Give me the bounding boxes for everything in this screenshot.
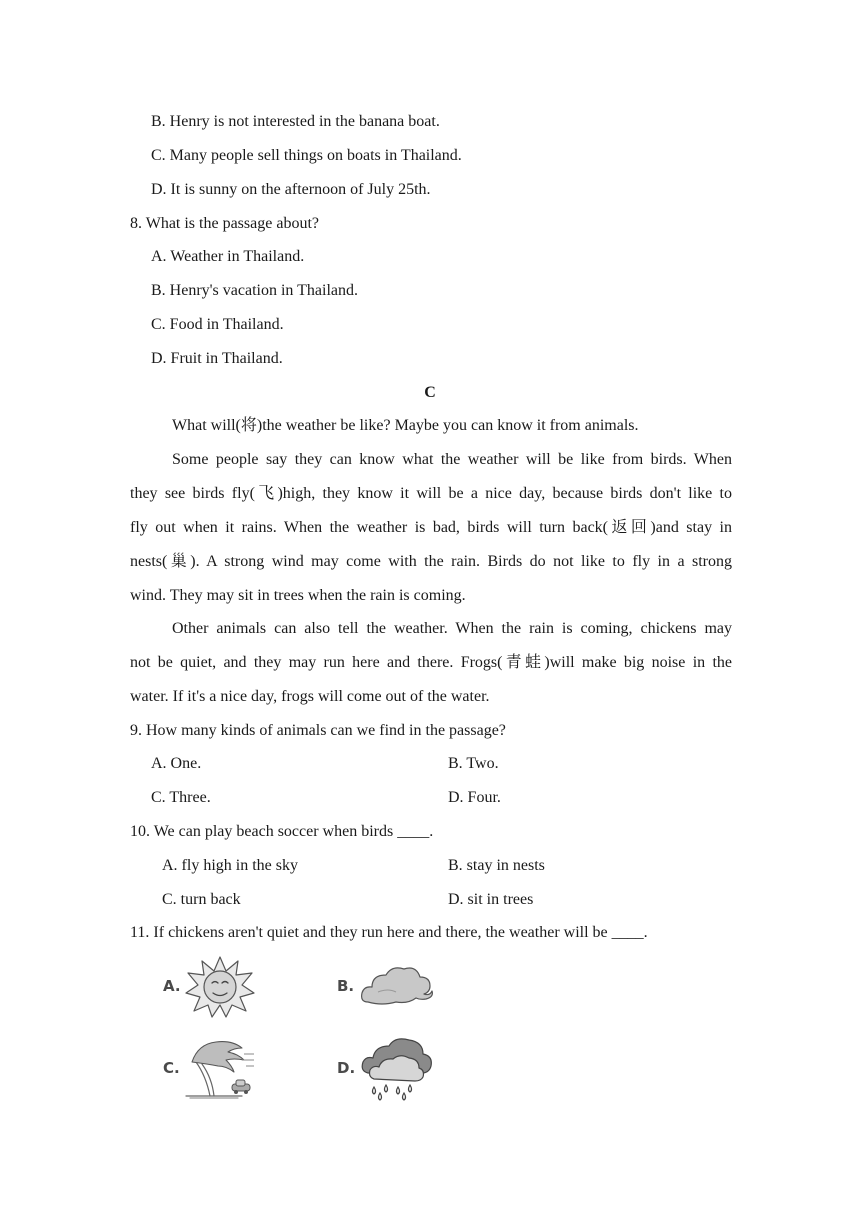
q8-option-d: D. Fruit in Thailand. (151, 350, 283, 367)
passage-p3-line-2: not be quiet, and they may run here and there. Frogs(青蛙)will make big noise in the (130, 654, 732, 671)
q11-label-a: A. (163, 977, 181, 995)
rain-cloud-icon (360, 1033, 434, 1101)
q8-option-b: B. Henry's vacation in Thailand. (151, 282, 358, 299)
q11-label-c: C. (163, 1059, 180, 1077)
q9-option-d: D. Four. (448, 789, 501, 806)
q9-option-b: B. Two. (448, 755, 499, 772)
windy-tree-icon (182, 1036, 258, 1100)
q8-question: 8. What is the passage about? (130, 215, 319, 232)
q9-option-a: A. One. (151, 755, 202, 772)
q7-option-c: C. Many people sell things on boats in Thailand. (151, 147, 462, 164)
q7-option-b: B. Henry is not interested in the banana boat. (151, 113, 440, 130)
passage-p3-line-3: water. If it's a nice day, frogs will come out of the water. (130, 688, 490, 705)
q11-question: 11. If chickens aren't quiet and they run here and there, the weather will be ____. (130, 924, 648, 941)
passage-p2-line-4: nests(巢). A strong wind may come with the rain. Birds do not like to fly in a strong (130, 553, 732, 570)
section-heading: C (424, 384, 436, 401)
q8-option-c: C. Food in Thailand. (151, 316, 284, 333)
passage-paragraph-1: What will(将)the weather be like? Maybe you can know it from animals. (172, 417, 639, 434)
passage-p2-line-2: they see birds fly(飞)high, they know it will be a nice day, because birds don't like to (130, 485, 733, 502)
q8-option-a: A. Weather in Thailand. (151, 248, 305, 265)
passage-p3-line-1: Other animals can also tell the weather. When the rain is coming, chickens may (172, 620, 732, 637)
passage-p2-line-5: wind. They may sit in trees when the rain is coming. (130, 587, 466, 604)
q9-option-c: C. Three. (151, 789, 211, 806)
sun-icon (184, 955, 256, 1019)
passage-p2-line-1: Some people say they can know what the weather will be like from birds. When (172, 451, 732, 468)
q11-label-d: D. (337, 1059, 356, 1077)
q11-label-b: B. (337, 977, 355, 995)
cloud-icon (358, 960, 438, 1010)
q7-option-d: D. It is sunny on the afternoon of July 25th. (151, 181, 431, 198)
q10-option-a: A. fly high in the sky (162, 857, 298, 874)
q10-option-b: B. stay in nests (448, 857, 545, 874)
passage-p2-line-3: fly out when it rains. When the weather is bad, birds will turn back(返回)and stay in (130, 519, 732, 536)
q10-option-d: D. sit in trees (448, 891, 534, 908)
q9-question: 9. How many kinds of animals can we find in the passage? (130, 722, 506, 739)
q10-option-c: C. turn back (162, 891, 241, 908)
q10-question: 10. We can play beach soccer when birds ____. (130, 823, 434, 840)
